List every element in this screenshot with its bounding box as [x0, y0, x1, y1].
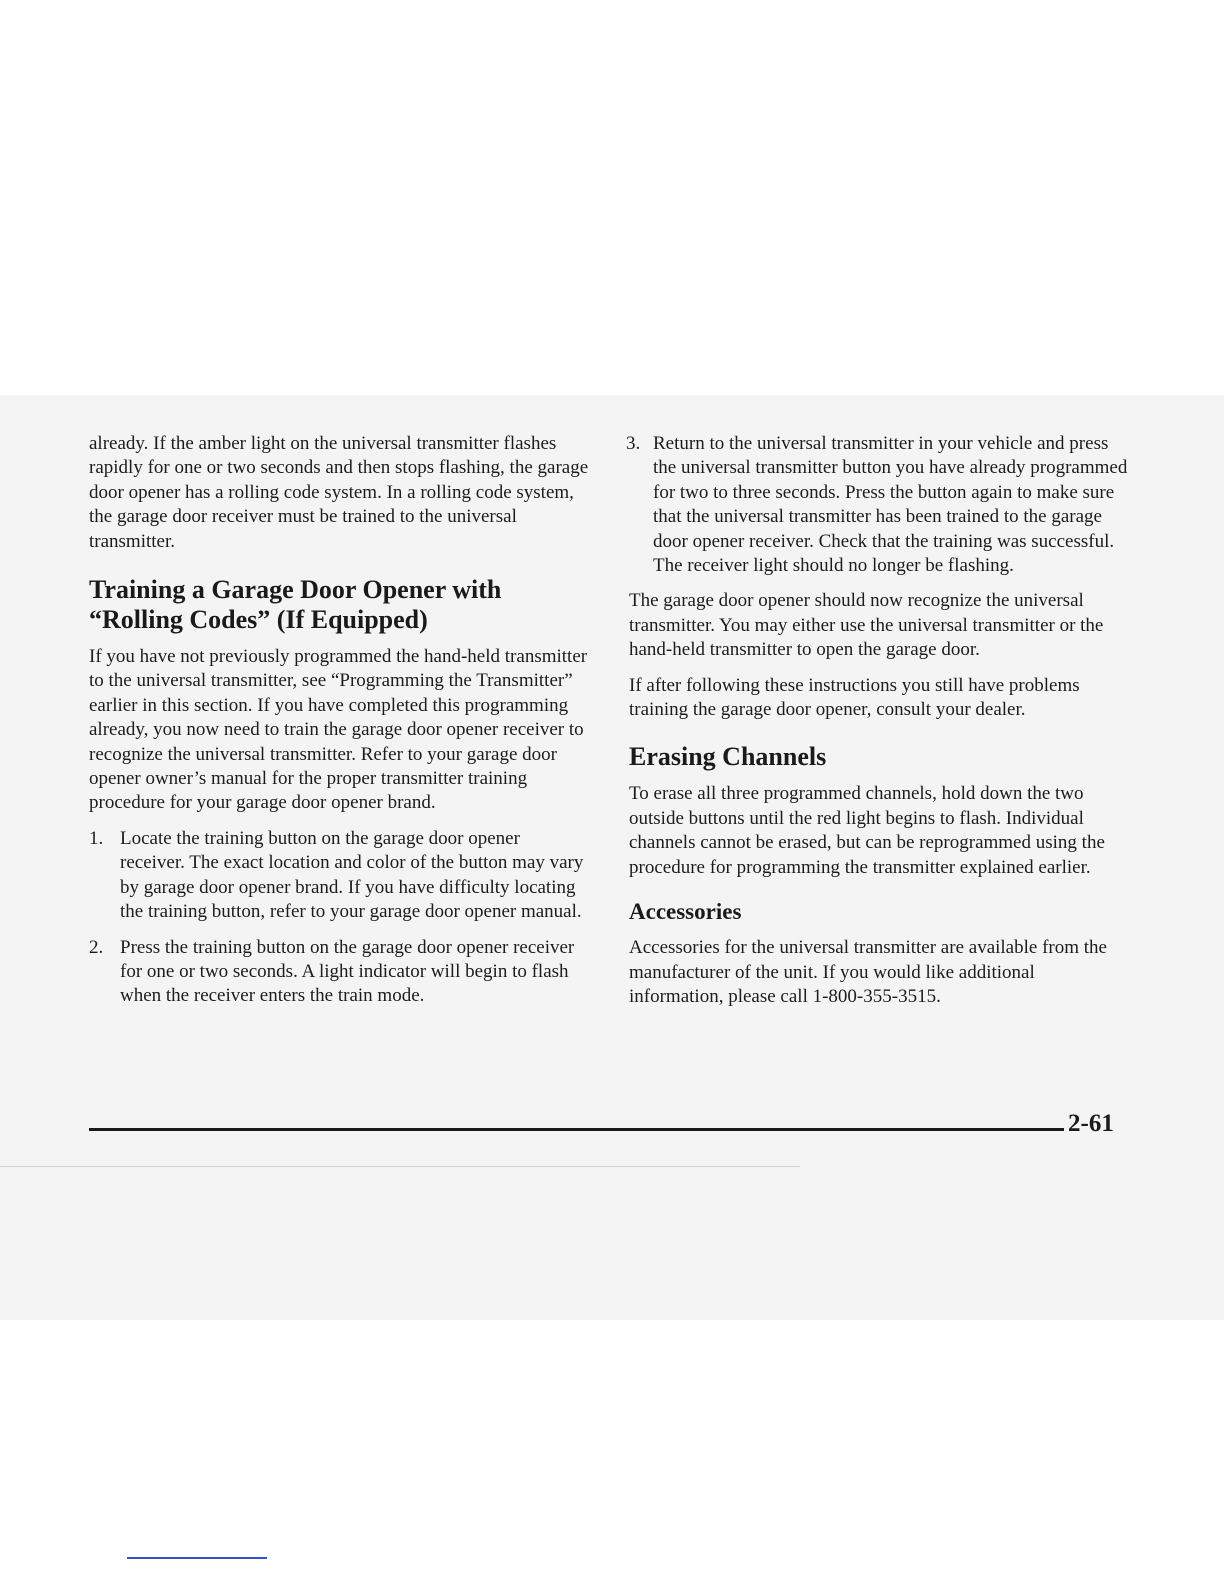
step-text: Locate the training button on the garage door opener receiver. The exact location and color of the button may vary by garage door opener brand. If you have difficulty locating the training button, refer to your garage door opener manual. [120, 827, 584, 923]
scan-artifact-line [0, 1166, 800, 1167]
step-text: Press the training button on the garage door opener receiver for one or two seconds. A light indicator will begin to flash when the receiver enters the train mode. [120, 936, 575, 1007]
step-number: 3. [626, 433, 641, 454]
list-item [89, 936, 589, 1009]
page-number: 2-61 [1068, 1110, 1114, 1137]
footer-rule [89, 1128, 1064, 1131]
step-number: 1. [89, 827, 104, 849]
step-number: 2. [89, 936, 104, 958]
erasing-channels-heading: Erasing Channels [629, 742, 827, 772]
problems-paragraph: If after following these instructions you still have problems training the garage door opener, consult your dealer. [629, 674, 1080, 721]
erasing-paragraph: To erase all three programmed channels, hold down the two outside buttons until the red light begins to flash. Individual channels cannot be erased, but can be reprogrammed using the procedure for programming the transmitter explained earlier. [629, 783, 1105, 878]
training-heading: Training a Garage Door Opener with “Rolling Codes” (If Equipped) [89, 575, 502, 635]
recognize-paragraph: The garage door opener should now recognize the universal transmitter. You may either use the universal transmitter or the hand-held transmitter to open the garage door. [629, 590, 1104, 661]
list-item [89, 827, 589, 925]
list-item [626, 432, 1129, 578]
training-steps-list-continued [626, 432, 1129, 578]
accessories-paragraph: Accessories for the universal transmitter are available from the manufacturer of the unit. If you would like additional information, please call 1-800-355-3515. [629, 937, 1107, 1007]
training-paragraph: If you have not previously programmed the hand-held transmitter to the universal transmitter, see “Programming the Transmitter” earlier in this section. If you have completed this programming already, you now need to train the garage door opener receiver to recognize the universal transmitter. Refer to your garage door opener owner’s manual for the proper transmitter training procedure for your garage door opener brand. [89, 646, 588, 814]
right-column [626, 432, 1129, 1020]
left-column [89, 432, 589, 1020]
step-text: Return to the universal transmitter in your vehicle and press the universal transmitter button you have already programmed for two to three seconds. Press the button again to make sure that the universal transmitter has been trained to the garage door opener receiver. Check that the training was successful. The receiver light should no longer be flashing. [653, 433, 1128, 577]
intro-paragraph: already. If the amber light on the universal transmitter flashes rapidly for one or two seconds and then stops flashing, the garage door opener has a rolling code system. In a rolling code system, the garage door receiver must be trained to the universal transmitter. [89, 433, 589, 552]
accessories-heading: Accessories [629, 899, 742, 925]
training-steps-list [89, 827, 589, 1009]
blue-underline-mark [127, 1557, 267, 1559]
